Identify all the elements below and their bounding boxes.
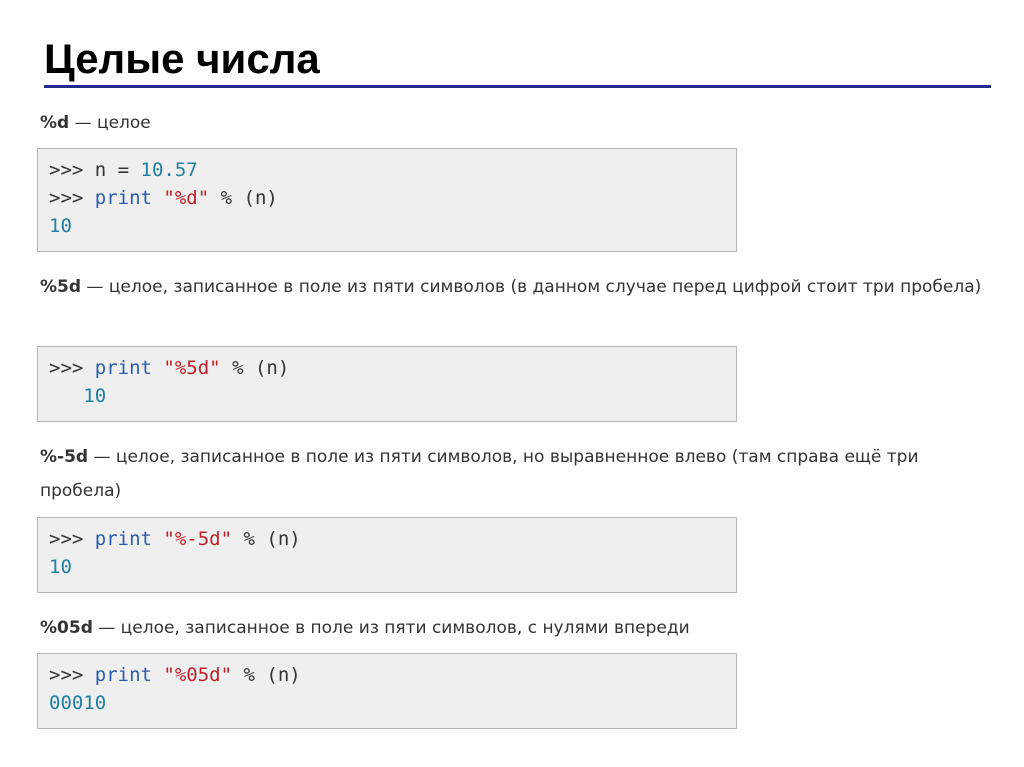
format-specifier: %-5d [40,447,89,467]
description-text: — целое, записанное в поле из пяти символов, но выравненное влево (там справа ещё три пробела) [40,447,919,501]
description-text: — целое, записанное в поле из пяти символов, с нулями впереди [92,618,690,638]
code-line [49,661,736,689]
format-specifier: %5d [40,277,82,297]
keyword: print [94,528,152,550]
keyword: print [94,357,152,379]
code-line [49,525,736,553]
description-text: — целое [69,113,151,133]
code-line [49,354,736,382]
code-block-05d [37,653,737,729]
code-output: 10 [49,385,107,407]
string-literal: "%-5d" [163,528,233,550]
string-literal: "%05d" [163,664,233,686]
code-output: 10 [49,215,72,237]
code-line [49,184,736,212]
code-text: % (n) [220,357,290,379]
code-text: n = [94,159,141,181]
code-output: 10 [49,556,72,578]
prompt: >>> [49,528,95,550]
keyword: print [94,664,152,686]
format-specifier: %d [40,113,70,133]
code-block-minus-5d [37,517,737,593]
code-line [49,156,736,184]
prompt: >>> [49,159,95,181]
string-literal: "%d" [163,187,210,209]
format-specifier: %05d [40,618,93,638]
description-minus-5d [40,440,985,508]
description-d [40,106,985,140]
prompt: >>> [49,664,95,686]
code-block-d [37,148,737,252]
prompt: >>> [49,187,95,209]
string-literal: "%5d" [163,357,221,379]
description-5d [40,270,985,304]
description-05d [40,611,985,645]
description-text: — целое, записанное в поле из пяти символов (в данном случае перед цифрой стоит три пробела) [81,277,982,297]
title-underline [44,85,991,88]
number-literal: 10.57 [140,159,198,181]
code-text: % (n) [232,664,301,686]
keyword: print [94,187,152,209]
prompt: >>> [49,357,95,379]
code-text: % (n) [232,528,301,550]
slide-title: Целые числа [44,35,320,82]
code-block-5d [37,346,737,422]
code-text: % (n) [209,187,278,209]
code-output: 00010 [49,692,107,714]
